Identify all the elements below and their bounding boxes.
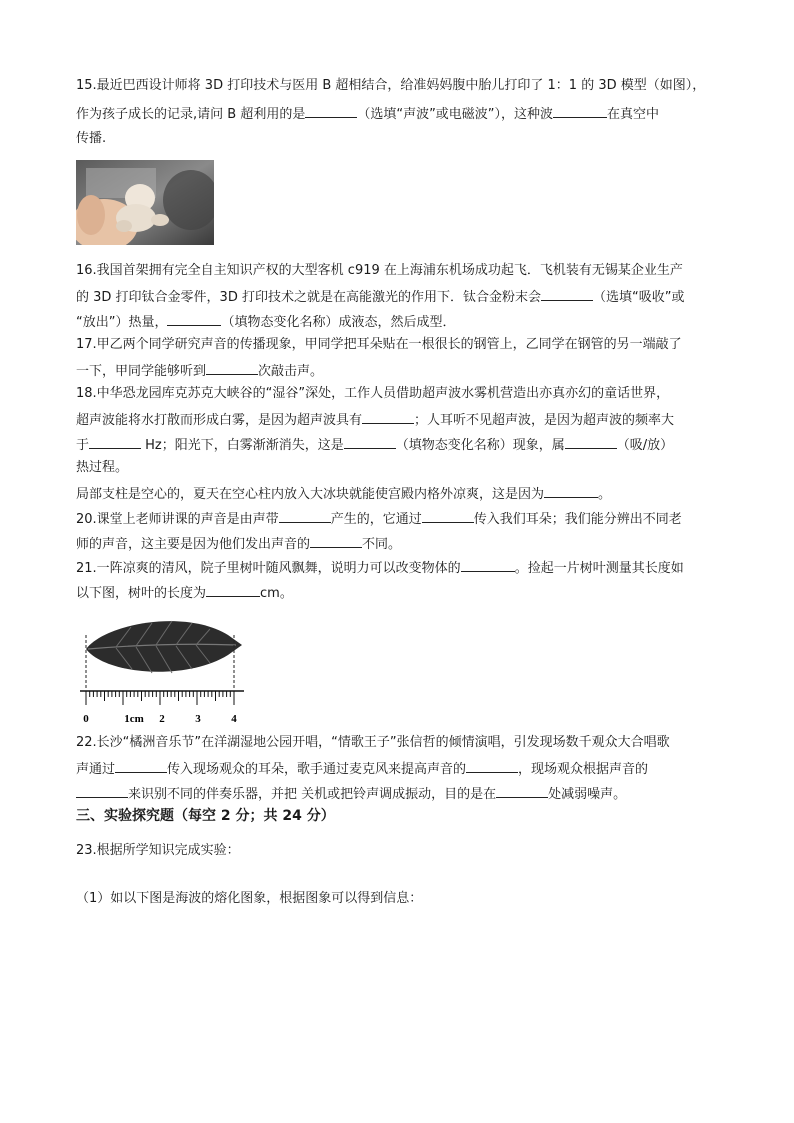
ruler-label-0: 0 [83,713,89,725]
q22-line2: 声通过 传入现场观众的耳朵，歌手通过麦克风来提高声音的 ，现场观众根据声音的 [76,759,726,779]
blank[interactable] [305,104,357,118]
q15-line1: 15.最近巴西设计师将 3D 打印技术与医用 B 超相结合，给准妈妈腹中胎儿打印了 1：1 的 3D 模型（如图）， [76,78,706,93]
leaf-ruler-figure [76,605,251,727]
blank[interactable] [544,484,598,498]
q23-line2: （1）如以下图是海波的熔化图象，根据图象可以得到信息： [76,891,423,906]
blank[interactable] [167,312,221,326]
blank[interactable] [76,784,128,798]
ruler-label-3: 3 [195,713,201,725]
blank[interactable] [362,410,414,424]
q20-line2: 师的声音，这主要是因为他们发出声音的 不同。 [76,534,726,554]
q18-line4: 热过程。 [76,460,129,475]
blank[interactable] [565,435,617,449]
q16-line1: 16.我国首架拥有完全自主知识产权的大型客机 c919 在上海浦东机场成功起飞．飞机装有无锡某企业生产 [76,263,683,278]
blank[interactable] [279,509,331,523]
blank[interactable] [461,558,515,572]
q18-line1: 18.中华恐龙园库克苏克大峡谷的“湿谷”深处，工作人员借助超声波水雾机营造出亦真亦幻的童话世界， [76,386,670,401]
q15-line2: 作为孩子成长的记录,请问 B 超利用的是 （选填“声波”或电磁波”），这种波 在真空中 [76,104,726,124]
q23-line1: 23.根据所学知识完成实验： [76,843,240,858]
q22-line1: 22.长沙“橘洲音乐节”在洋湖湿地公园开唱，“情歌王子”张信哲的倾情演唱，引发现场数千观众大合唱歌 [76,735,670,750]
blank[interactable] [344,435,396,449]
blank[interactable] [466,759,518,773]
q21-line2: 以下图，树叶的长度为 cm。 [76,583,726,603]
ruler-label-1cm: 1cm [124,713,144,725]
fetus-3d-model-photo [76,160,214,245]
q19-line1: 局部支柱是空心的，夏天在空心柱内放入大冰块就能使宫殿内格外凉爽，这是因为 。 [76,484,726,504]
q21-line1: 21.一阵凉爽的清风，院子里树叶随风飘舞，说明力可以改变物体的 。捡起一片树叶测量其长度如 [76,558,726,578]
blank[interactable] [89,435,141,449]
blank[interactable] [310,534,362,548]
blank[interactable] [496,784,548,798]
q15-line3: 传播. [76,131,107,146]
q16-line2: 的 3D 打印钛合金零件，3D 打印技术之就是在高能激光的作用下．钛合金粉末会 （选填“吸收”或 [76,287,726,307]
blank[interactable] [206,583,260,597]
section-heading: 三、实验探究题（每空 2 分；共 24 分） [76,808,335,824]
q17-line1: 17.甲乙两个同学研究声音的传播现象，甲同学把耳朵贴在一根很长的钢管上，乙同学在钢管的另一端敲了 [76,337,682,352]
q18-line2: 超声波能将水打散而形成白雾，是因为超声波具有 ；人耳听不见超声波，是因为超声波的频率大 [76,410,726,430]
q22-line3: 来识别不同的伴奏乐器，并把 关机或把铃声调成振动，目的是在 处减弱噪声。 [76,784,726,804]
blank[interactable] [206,361,258,375]
blank[interactable] [115,759,167,773]
ruler-label-4: 4 [231,713,237,725]
q18-line3: 于 Hz；阳光下，白雾渐渐消失，这是 （填物态变化名称）现象，属 （吸/放） [76,435,726,455]
q17-line2: 一下，甲同学能够听到 次敲击声。 [76,361,726,381]
blank[interactable] [553,104,607,118]
q16-line3: “放出”）热量， （填物态变化名称）成液态，然后成型． [76,312,726,332]
q20-line1: 20.课堂上老师讲课的声音是由声带 产生的，它通过 传入我们耳朵；我们能分辨出不同老 [76,509,726,529]
blank[interactable] [541,287,593,301]
blank[interactable] [422,509,474,523]
ruler-label-2: 2 [159,713,165,725]
